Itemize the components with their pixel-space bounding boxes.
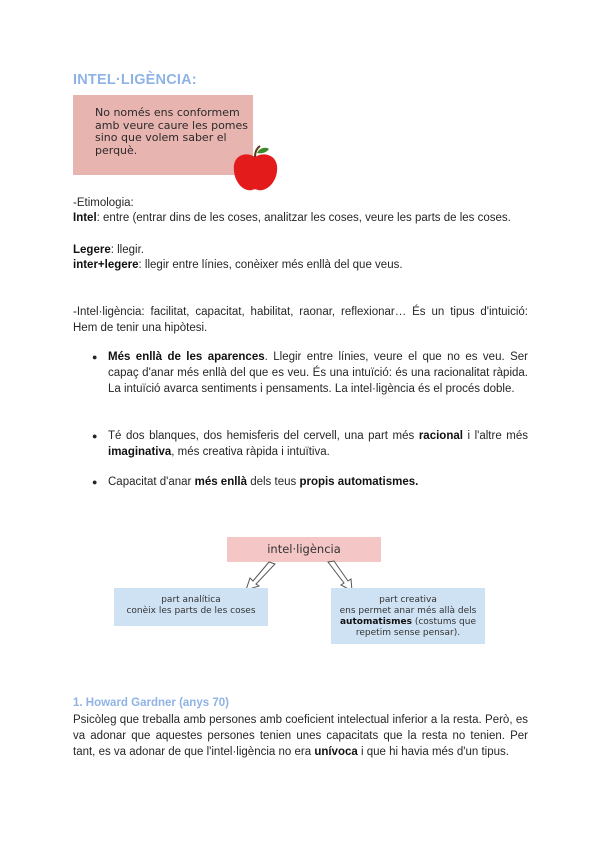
etymology-combo [73, 257, 403, 273]
bullet-bold: imaginativa [108, 446, 172, 458]
intel-term: Intel [73, 212, 97, 224]
etymology-heading: -Etimologia: [73, 197, 134, 209]
section-heading: 1. Howard Gardner (anys 70) [73, 697, 229, 709]
list-item: ● Capacitat d'anar més enllà dels teus propis automatismes. [92, 476, 419, 488]
bullet-bold: racional [418, 430, 463, 442]
arrow-right-icon [328, 561, 352, 591]
bullet-bold: propis automatismes. [299, 476, 419, 488]
page-title: INTEL·LIGÈNCIA: [73, 72, 197, 88]
definition-paragraph: -Intel·ligència: facilitat, capacitat, habilitat, raonar, reflexionar… És un tipus d'intuició: Hem de tenir una hipòtesi. [73, 306, 528, 334]
diagram-node-analytic: part analítica conèix les parts de les coses [114, 588, 268, 626]
arrow-left-icon [246, 562, 275, 590]
diagram-node-intelligence: intel·ligència [227, 537, 381, 562]
bullet-marker: ● [92, 477, 98, 487]
list-item: ● Té dos blanques, dos hemisferis del cervell, una part més racional i l'altre més imaginativa, més creativa ràpida i intuïtiva. [92, 430, 528, 458]
section-paragraph: Psicòleg que treballa amb persones amb coeficient intelectual inferior a la resta. Però, es va adonar que aquestes persones tenien unes capacitats que la resta no tenien. Per tant, es va adonar de que l'intel·ligència no era unívoca i que hi havia més d'un tipus. [73, 714, 528, 758]
apple-icon [230, 145, 280, 193]
bullet-marker: ● [92, 431, 98, 441]
intel-def: : entre (entrar dins de les coses, analitzar les coses, veure les parts de les coses. [96, 212, 511, 224]
combo-term: inter+legere [73, 259, 139, 271]
univoca-bold: unívoca [314, 746, 358, 758]
bullet-marker: ● [92, 352, 98, 362]
etymology-intel [73, 210, 528, 226]
etymology-legere [73, 242, 144, 258]
automatismes-bold: automatismes [339, 617, 412, 627]
diagram-node-creative: part creativa ens permet anar més allà dels automatismes (costums que repetim sense pensar). [331, 588, 485, 644]
quote-text: No només ens conformem amb veure caure les pomes sino que volem saber el perquè. [95, 106, 249, 157]
legere-def: : llegir. [110, 244, 144, 256]
legere-term: Legere [73, 244, 111, 256]
bullet-bold: Més enllà de les aparences [108, 351, 265, 363]
combo-def: : llegir entre línies, conèixer més enllà del que veus. [138, 259, 403, 271]
bullet-bold: més enllà [194, 476, 248, 488]
list-item: ● Més enllà de les aparences. Llegir entre línies, veure el que no es veu. Ser capaç d'anar més enllà del que es veu. És una intuïció: és una racionalitat ràpida. La intuïció avarca sentiments i pensaments. La intel·ligència és el procés doble. [92, 351, 528, 395]
